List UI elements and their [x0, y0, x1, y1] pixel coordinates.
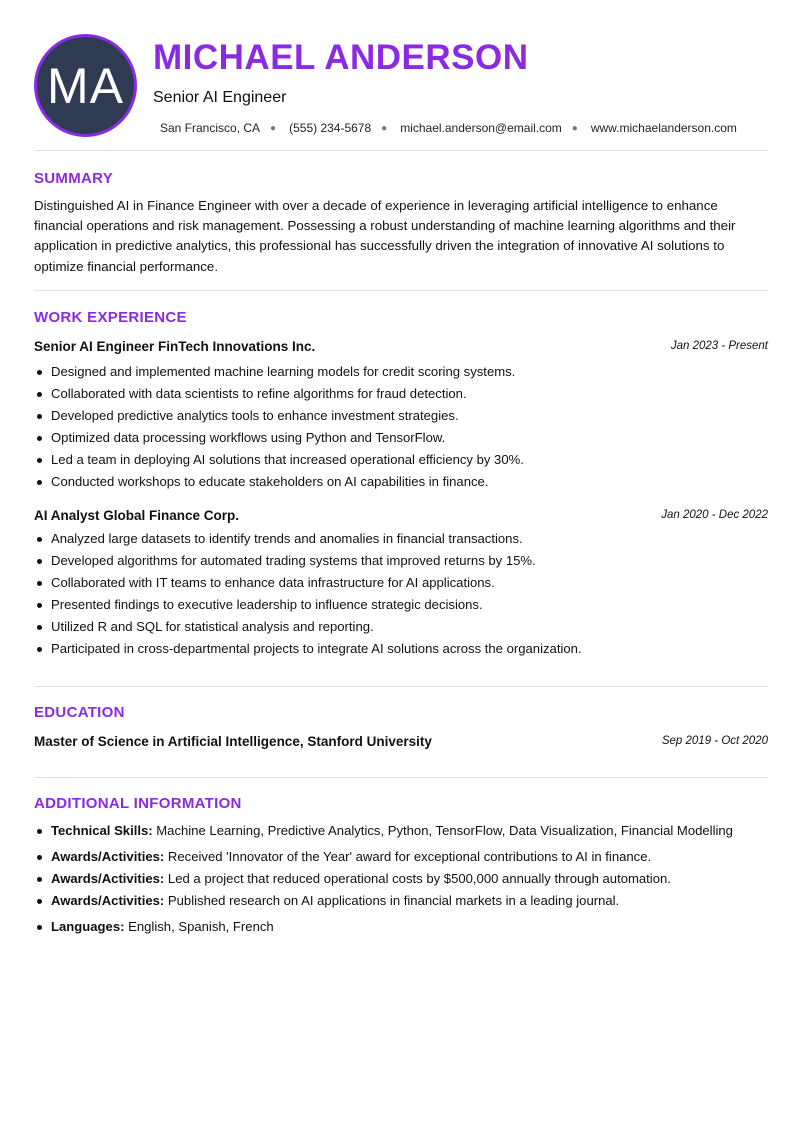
contact-location: San Francisco, CA — [160, 121, 261, 135]
section-divider — [34, 150, 768, 151]
education-heading: EDUCATION — [34, 704, 125, 721]
info-text: Published research on AI applications in financial markets in a leading journal. — [164, 893, 620, 908]
job-header — [34, 505, 768, 525]
list-item: Participated in cross-departmental projects to integrate AI solutions across the organization. — [34, 638, 768, 660]
info-label: Languages: — [51, 919, 125, 934]
experience-heading: WORK EXPERIENCE — [34, 309, 187, 326]
contact-website[interactable]: www.michaelanderson.com — [590, 121, 737, 135]
list-item: Led a team in deploying AI solutions that increased operational efficiency by 30%. — [34, 449, 768, 471]
resume-header — [34, 34, 768, 138]
separator-dot-icon: ● — [381, 122, 388, 134]
education-degree: Master of Science in Artificial Intelligence, Stanford University — [34, 733, 432, 749]
job-header — [34, 336, 768, 356]
candidate-name: MICHAEL ANDERSON — [153, 38, 529, 77]
summary-heading: SUMMARY — [34, 170, 114, 187]
info-label: Technical Skills: — [51, 823, 153, 838]
candidate-title: Senior AI Engineer — [153, 89, 287, 106]
section-divider — [34, 777, 768, 778]
list-item: Designed and implemented machine learning models for credit scoring systems. — [34, 361, 768, 383]
list-item — [34, 846, 768, 868]
list-item: Analyzed large datasets to identify trends and anomalies in financial transactions. — [34, 528, 768, 550]
contact-email[interactable]: michael.anderson@email.com — [400, 121, 562, 135]
list-item: Collaborated with data scientists to refine algorithms for fraud detection. — [34, 383, 768, 405]
info-label: Awards/Activities: — [51, 849, 165, 864]
list-item — [34, 868, 768, 890]
job-role-company: AI Analyst Global Finance Corp. — [34, 507, 240, 523]
list-item: Collaborated with IT teams to enhance data infrastructure for AI applications. — [34, 572, 768, 594]
list-item — [34, 820, 768, 846]
section-divider — [34, 290, 768, 291]
list-item: Presented findings to executive leadership to influence strategic decisions. — [34, 594, 768, 616]
summary-text: Distinguished AI in Finance Engineer with over a decade of experience in leveraging artificial intelligence to enhance financial operations and risk management. Possessing a robust understanding of machine learning algorithms and their application in predictive analytics, this professional has successfully driven the integration of innovative AI solutions to optimize financial performance. — [34, 198, 736, 274]
education-entry — [34, 731, 768, 751]
separator-dot-icon: ● — [571, 122, 578, 134]
info-text: Received 'Innovator of the Year' award for exceptional contributions to AI in finance. — [164, 849, 652, 864]
info-text: Led a project that reduced operational costs by $500,000 annually through automation. — [164, 871, 671, 886]
info-label: Awards/Activities: — [51, 893, 165, 908]
list-item: Utilized R and SQL for statistical analysis and reporting. — [34, 616, 768, 638]
separator-dot-icon: ● — [270, 122, 277, 134]
info-text: English, Spanish, French — [124, 919, 274, 934]
list-item: Conducted workshops to educate stakeholders on AI capabilities in finance. — [34, 471, 768, 493]
contact-line — [160, 121, 737, 135]
job-role-company: Senior AI Engineer FinTech Innovations Inc. — [34, 338, 316, 354]
list-item: Developed algorithms for automated trading systems that improved returns by 15%. — [34, 550, 768, 572]
job-dates: Jan 2020 - Dec 2022 — [661, 509, 768, 521]
contact-phone: (555) 234-5678 — [289, 121, 372, 135]
list-item: Optimized data processing workflows using Python and TensorFlow. — [34, 427, 768, 449]
section-divider — [34, 686, 768, 687]
avatar-initials: MA — [47, 57, 124, 114]
job-bullet-list — [34, 528, 768, 661]
info-text: Machine Learning, Predictive Analytics, Python, TensorFlow, Data Visualization, Financial Modelling — [152, 823, 733, 838]
list-item: Developed predictive analytics tools to enhance investment strategies. — [34, 405, 768, 427]
job-dates: Jan 2023 - Present — [670, 340, 768, 352]
education-dates: Sep 2019 - Oct 2020 — [661, 735, 768, 747]
info-label: Awards/Activities: — [51, 871, 165, 886]
job-bullet-list — [34, 361, 768, 494]
avatar — [34, 34, 137, 137]
list-item — [34, 916, 768, 938]
additional-info-list — [34, 820, 768, 938]
additional-heading: ADDITIONAL INFORMATION — [34, 795, 242, 812]
list-item — [34, 890, 768, 916]
